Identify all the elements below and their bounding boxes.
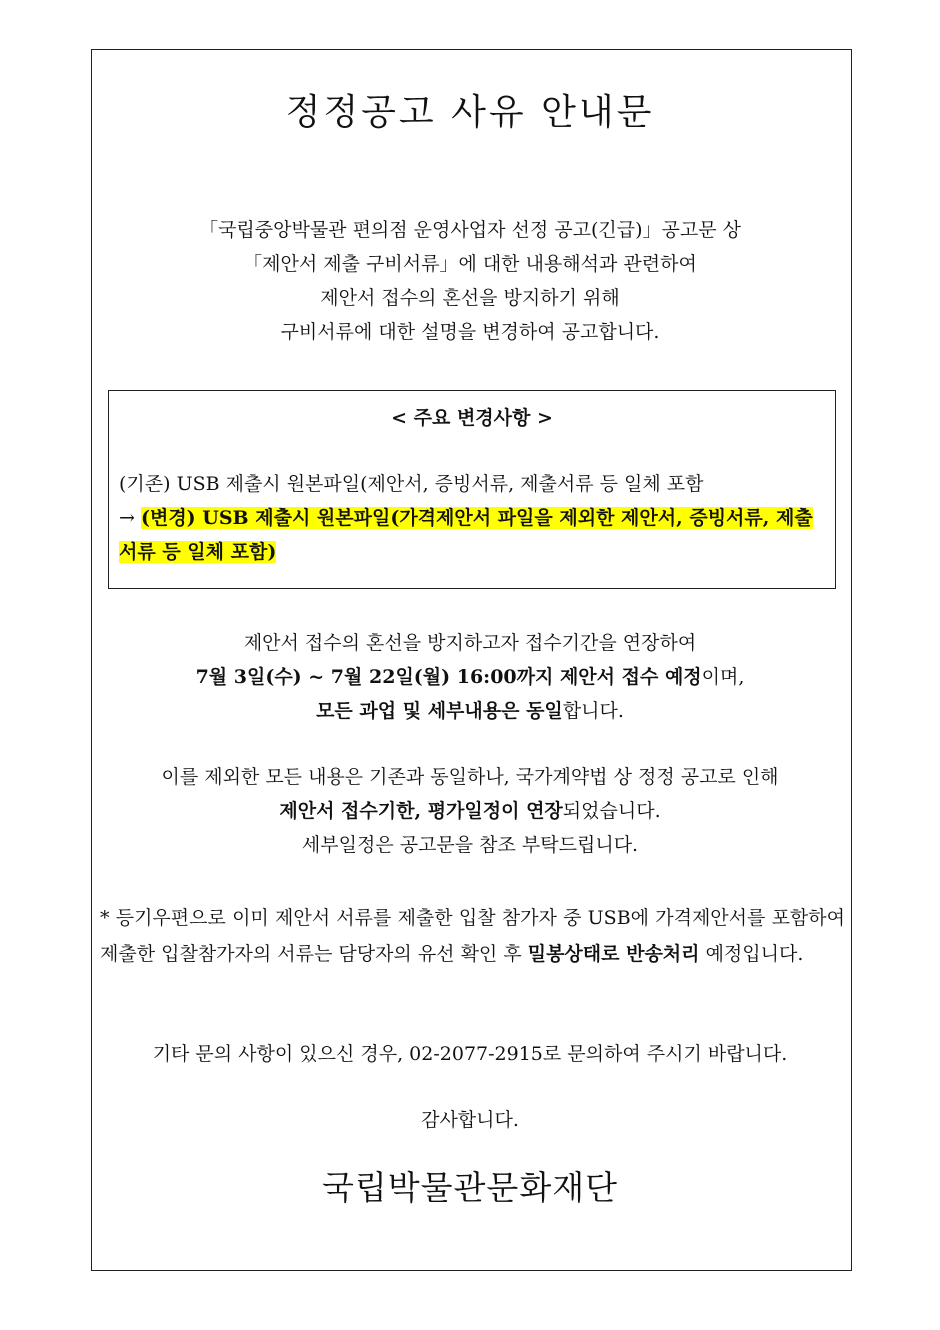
notice-line-tail: 되었습니다. (562, 800, 661, 822)
change-after: (변경) USB 제출시 원본파일(가격제안서 파일을 제외한 제안서, 증빙서류, 제출서류 등 일체 포함) (119, 507, 813, 563)
intro-line: 「제안서 제출 구비서류」에 대한 내용해석과 관련하여 (243, 253, 697, 275)
arrow-icon: → (119, 507, 141, 529)
intro-line: 제안서 접수의 혼선을 방지하기 위해 (320, 287, 620, 309)
extension-deadline: 7월 3일(수) ~ 7월 22일(월) 16:00까지 제안서 접수 예정 (195, 666, 702, 688)
page-title: 정정공고 사유 안내문 (285, 92, 655, 133)
change-box-body (119, 467, 831, 569)
extension-line (0, 660, 940, 694)
intro-line: 「국립중앙박물관 편의점 운영사업자 선정 공고(긴급)」공고문 상 (199, 219, 741, 241)
notice-emphasis: 제안서 접수기한, 평가일정이 연장 (279, 800, 563, 822)
intro-paragraph (0, 213, 940, 349)
extension-line-tail: 합니다. (562, 700, 624, 722)
extension-scope: 모든 과업 및 세부내용은 동일 (316, 700, 563, 722)
extension-line (0, 694, 940, 728)
thanks-line: 감사합니다. (421, 1109, 519, 1131)
footnote-tail: 예정입니다. (699, 943, 804, 965)
notice-line: 세부일정은 공고문을 참조 부탁드립니다. (301, 834, 639, 856)
footnote-paragraph (100, 900, 845, 972)
extension-line-tail: 이며, (701, 666, 745, 688)
contact-line: 기타 문의 사항이 있으신 경우, 02-2077-2915로 문의하여 주시기 바랍니다. (152, 1043, 788, 1065)
change-box-title: < 주요 변경사항 > (391, 407, 553, 429)
notice-line (0, 794, 940, 828)
change-summary-box (108, 390, 836, 589)
extension-paragraph (0, 626, 940, 728)
notice-line: 이를 제외한 모든 내용은 기존과 동일하나, 국가계약법 상 정정 공고로 인해 (161, 766, 779, 788)
intro-line: 구비서류에 대한 설명을 변경하여 공고합니다. (280, 321, 660, 343)
change-before: (기존) USB 제출시 원본파일(제안서, 증빙서류, 제출서류 등 일체 포함 (119, 473, 704, 495)
footnote-text: * 등기우편으로 이미 제안서 서류를 제출한 입찰 참가자 중 USB에 가격제안서를 포함하여 제출한 입찰참가자의 서류는 담당자의 유선 확인 후 (100, 907, 845, 965)
notice-paragraph (0, 760, 940, 862)
extension-line: 제안서 접수의 혼선을 방지하고자 접수기간을 연장하여 (243, 632, 697, 654)
organization-name: 국립박물관문화재단 (322, 1168, 618, 1207)
footnote-emphasis: 밀봉상태로 반송처리 (527, 943, 700, 965)
